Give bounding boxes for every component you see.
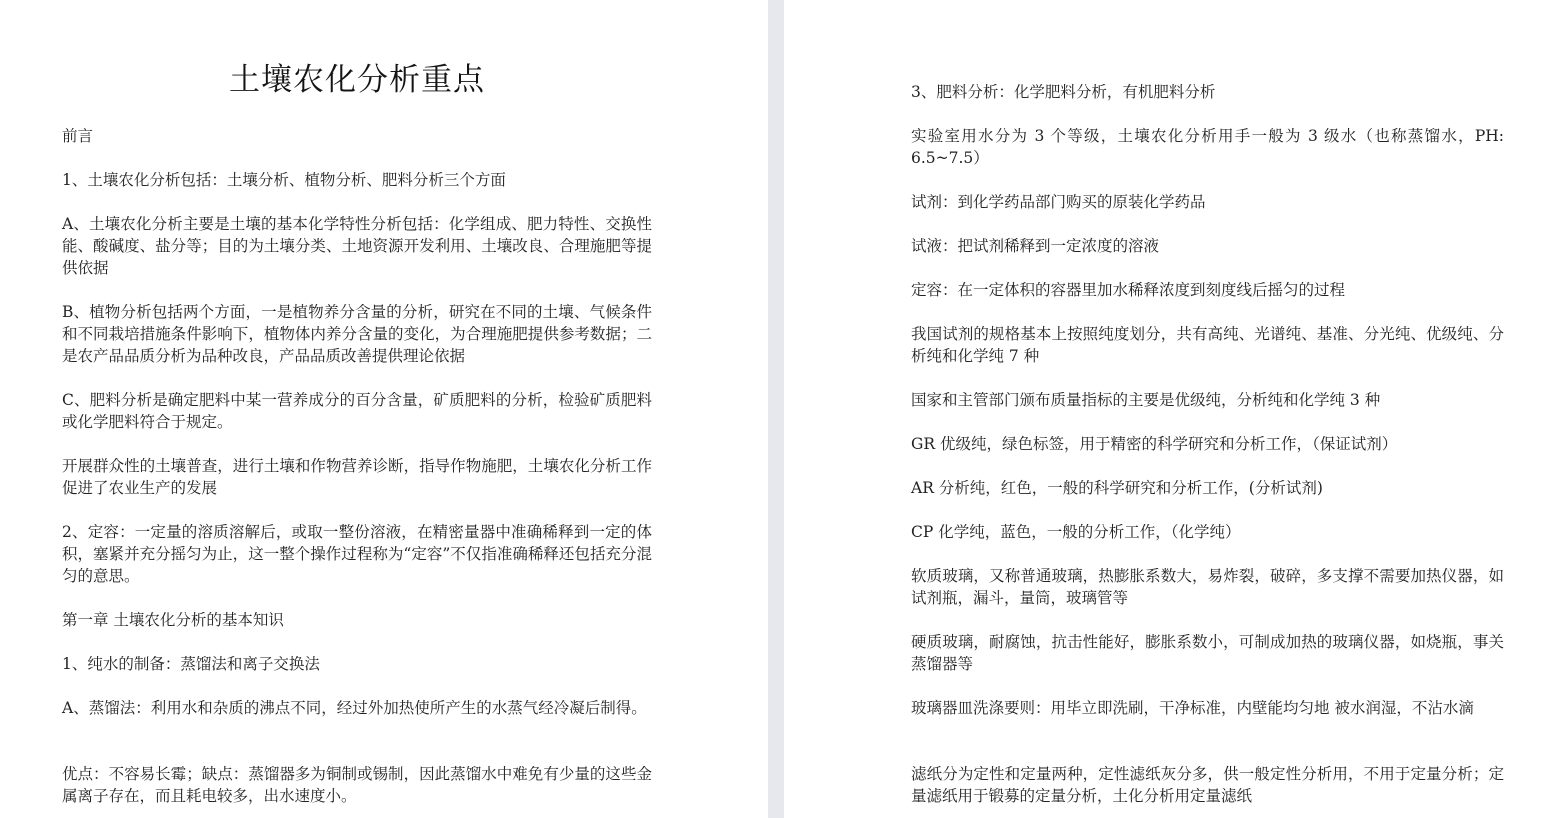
paragraph: 3、肥料分析：化学肥料分析，有机肥料分析 [911,83,1216,101]
paragraph: 我国试剂的规格基本上按照纯度划分，共有高纯、光谱纯、基准、分光纯、优级纯、分析纯和化学纯 7 种 [911,325,1504,365]
paragraph: AR 分析纯，红色，一般的科学研究和分析工作，(分析试剂) [911,479,1323,497]
paragraph: 2、定容：一定量的溶质溶解后，或取一整份溶液，在精密量器中准确稀释到一定的体积，塞紧并充分摇匀为止，这一整个操作过程称为“定容”不仅指准确稀释还包括充分混匀的意思。 [62,523,652,585]
paragraph: CP 化学纯，蓝色，一般的分析工作，（化学纯） [911,523,1241,541]
paragraph: 软质玻璃，又称普通玻璃，热膨胀系数大，易炸裂，破碎，多支撑不需要加热仪器，如试剂瓶，漏斗，量筒，玻璃管等 [911,567,1504,607]
paragraph: 玻璃器皿洗涤要则：用毕立即洗刷，干净标准，内壁能均匀地 被水润湿，不沾水滴 [911,699,1474,717]
paragraph: 定容：在一定体积的容器里加水稀释浓度到刻度线后摇匀的过程 [911,281,1346,299]
paragraph: 开展群众性的土壤普查，进行土壤和作物营养诊断，指导作物施肥，土壤农化分析工作促进了农业生产的发展 [62,457,652,497]
paragraph: 实验室用水分为 3 个等级，土壤农化分析用手一般为 3 级水（也称蒸馏水，PH: 6.5~7.5） [911,127,1504,167]
paragraph: GR 优级纯，绿色标签，用于精密的科学研究和分析工作，（保证试剂） [911,435,1398,453]
document-page-left [0,0,768,818]
paragraph: 试剂：到化学药品部门购买的原装化学药品 [911,193,1206,211]
chapter-heading: 第一章 土壤农化分析的基本知识 [62,611,284,629]
paragraph: B、植物分析包括两个方面，一是植物养分含量的分析，研究在不同的土壤、气候条件和不同栽培措施条件影响下，植物体内养分含量的变化，为合理施肥提供参考数据；二是农产品品质分析为品种改良，产品品质改善提供理论依据 [62,303,652,365]
page-gutter [768,0,784,818]
paragraph: 优点：不容易长霉；缺点：蒸馏器多为铜制或锡制，因此蒸馏水中难免有少量的这些金属离子存在，而且耗电较多，出水速度小。 [62,765,652,805]
paragraph: 国家和主管部门颁布质量指标的主要是优级纯，分析纯和化学纯 3 种 [911,391,1381,409]
paragraph: 1、土壤农化分析包括：土壤分析、植物分析、肥料分析三个方面 [62,171,506,189]
paragraph: C、肥料分析是确定肥料中某一营养成分的百分含量，矿质肥料的分析，检验矿质肥料或化学肥料符合于规定。 [62,391,652,431]
paragraph: A、土壤农化分析主要是土壤的基本化学特性分析包括：化学组成、肥力特性、交换性能、酸碱度、盐分等；目的为土壤分类、土地资源开发利用、土壤改良、合理施肥等提供依据 [62,215,652,277]
paragraph: A、蒸馏法：利用水和杂质的沸点不同，经过外加热使所产生的水蒸气经冷凝后制得。 [62,699,647,717]
document-page-right [784,0,1544,818]
paragraph: 1、纯水的制备：蒸馏法和离子交换法 [62,655,320,673]
paragraph-preface: 前言 [62,127,94,145]
document-title: 土壤农化分析重点 [229,62,485,98]
paragraph: 硬质玻璃，耐腐蚀，抗击性能好，膨胀系数小，可制成加热的玻璃仪器，如烧瓶，事关蒸馏器等 [911,633,1504,673]
paragraph: 滤纸分为定性和定量两种，定性滤纸灰分多，供一般定性分析用，不用于定量分析；定量滤纸用于锻募的定量分析，土化分析用定量滤纸 [911,765,1504,805]
paragraph: 试液：把试剂稀释到一定浓度的溶液 [911,237,1160,255]
